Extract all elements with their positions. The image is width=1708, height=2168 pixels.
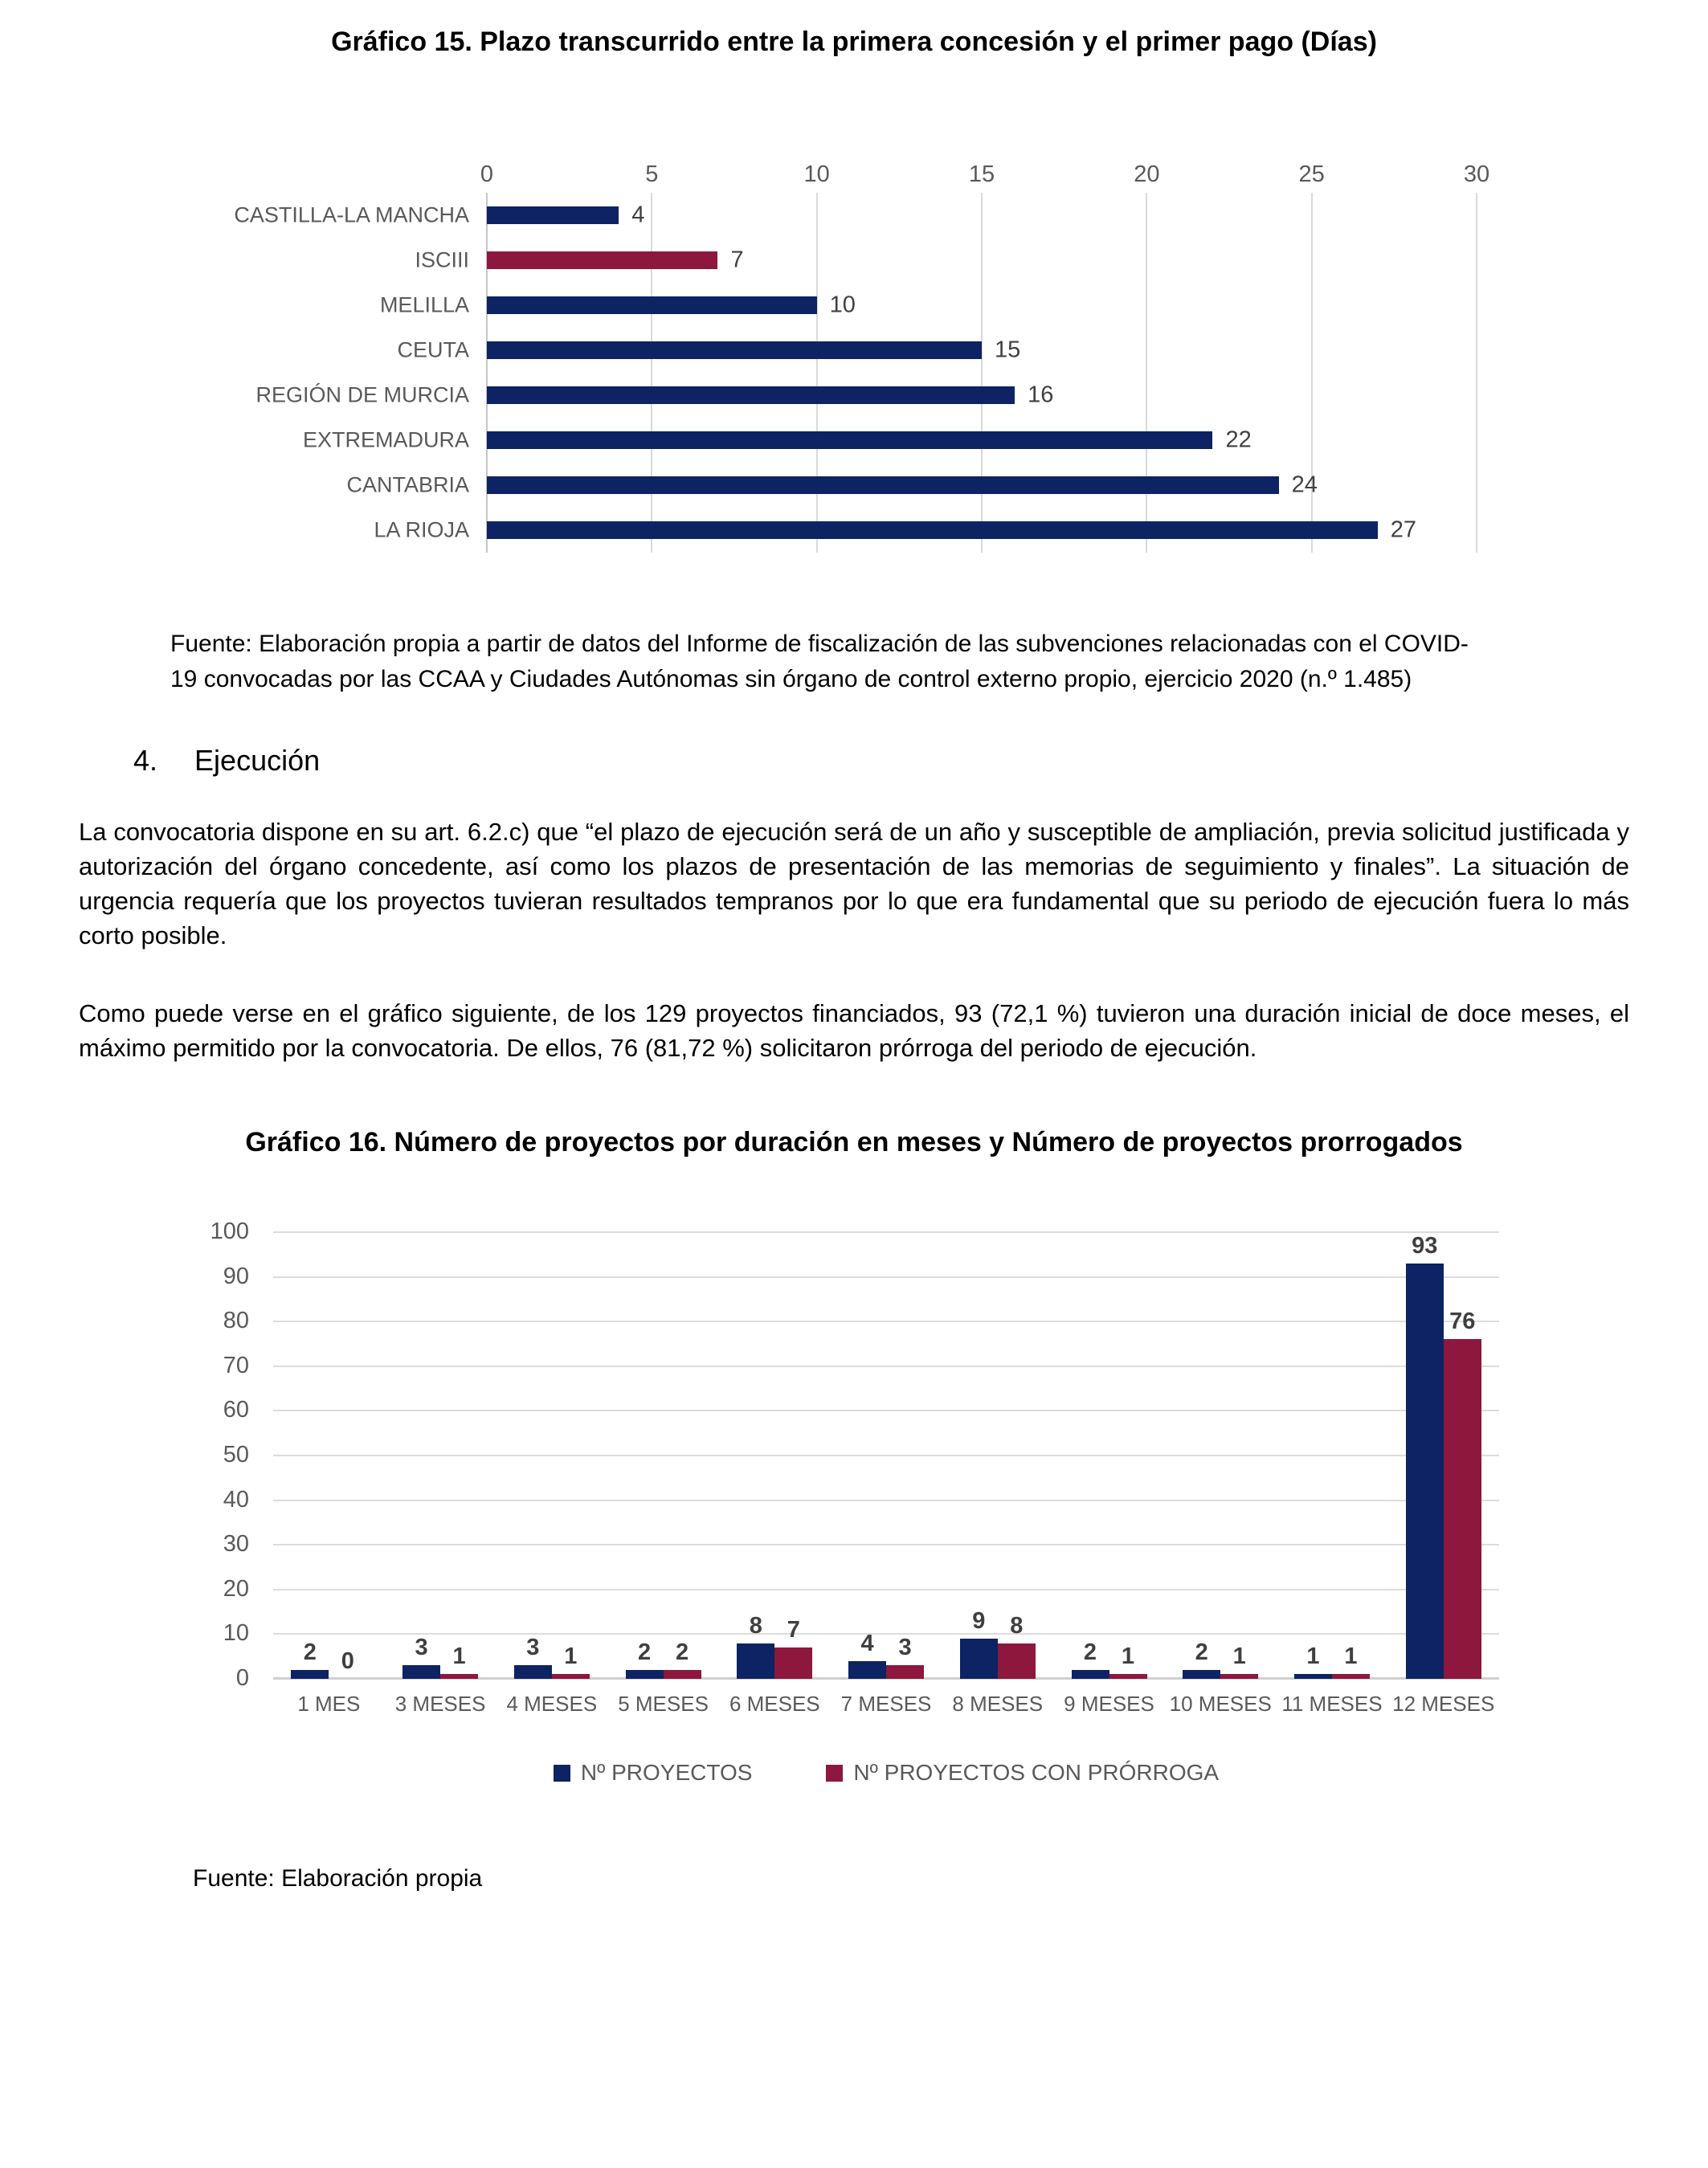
- data-label: 2: [675, 1639, 689, 1665]
- bar-group: [1387, 1232, 1499, 1679]
- bar-unit: [886, 1232, 924, 1679]
- category-label: REGIÓN DE MURCIA: [255, 382, 469, 407]
- bar-unit: [1072, 1232, 1109, 1679]
- legend-swatch-proyectos: [554, 1765, 570, 1782]
- bar-unit: [1183, 1232, 1220, 1679]
- bar: [737, 1643, 774, 1679]
- category-label: CANTABRIA: [346, 472, 469, 497]
- bar: [626, 1670, 664, 1679]
- legend-swatch-prorroga: [826, 1765, 843, 1782]
- data-label: 2: [303, 1639, 317, 1665]
- bar: [1406, 1264, 1444, 1679]
- bar-unit: [1444, 1232, 1481, 1679]
- bar-group: [1165, 1232, 1277, 1679]
- data-label: 8: [1010, 1612, 1024, 1639]
- category-label: 12 MESES: [1392, 1692, 1495, 1716]
- category-label: 8 MESES: [952, 1692, 1044, 1716]
- data-label: 2: [637, 1639, 652, 1665]
- bar: [848, 1661, 886, 1679]
- bar-group: [496, 1232, 607, 1679]
- bar-unit: [329, 1232, 366, 1679]
- data-label: 93: [1412, 1232, 1438, 1259]
- data-label: 1: [1121, 1643, 1135, 1670]
- data-label: 9: [972, 1607, 986, 1634]
- bar: [1332, 1674, 1370, 1679]
- section-number: 4.: [133, 744, 158, 777]
- paragraph-2: Como puede verse en el gráfico siguiente, de los 129 proyectos financiados, 93 (72,1 %) tuvieron una duración inicial de doce meses, el máximo permitido por la convocatoria. De ellos, 76 (81,72 %) solicitaron prórroga del periodo de ejecución.: [79, 999, 1629, 1062]
- bar-row: [302, 418, 1477, 463]
- bar-unit: [291, 1232, 329, 1679]
- legend-item-proyectos: [554, 1760, 753, 1786]
- data-label: 1: [452, 1643, 466, 1670]
- bar-unit: [1220, 1232, 1258, 1679]
- chart16-title: Gráfico 16. Número de proyectos por duración en meses y Número de proyectos prorrogados: [245, 1127, 1463, 1157]
- category-label: 6 MESES: [729, 1692, 820, 1716]
- data-label: 1: [564, 1643, 578, 1670]
- bar-group: [942, 1232, 1053, 1679]
- category-label: CEUTA: [397, 337, 469, 362]
- bar-unit: [1406, 1232, 1444, 1679]
- chart16-x-axis: [273, 1692, 1499, 1717]
- category-label: ISCIII: [415, 247, 469, 272]
- bar-group: [385, 1232, 496, 1679]
- bar-group: [273, 1232, 385, 1679]
- x-axis-tick-label: 15: [968, 161, 995, 187]
- bar: [1072, 1670, 1109, 1679]
- x-axis-tick-label: 0: [480, 161, 494, 187]
- data-label: 4: [631, 202, 645, 228]
- bar-unit: [664, 1232, 701, 1679]
- bar-unit: [1109, 1232, 1147, 1679]
- category-label: 1 MES: [297, 1692, 361, 1716]
- bar-unit: [626, 1232, 664, 1679]
- bar: [291, 1670, 329, 1679]
- chart15-x-axis: [480, 148, 1490, 193]
- bar-group: [607, 1232, 719, 1679]
- bar: [440, 1674, 478, 1679]
- bar-unit: [514, 1232, 552, 1679]
- bar-unit: [848, 1232, 886, 1679]
- data-label: 3: [526, 1635, 540, 1661]
- bar: [487, 476, 1279, 494]
- section-title: Ejecución: [194, 744, 321, 777]
- data-label: 1: [1232, 1643, 1246, 1670]
- chart16: [210, 1219, 1499, 1786]
- chart15-plot-area: [234, 193, 1477, 553]
- data-label: 2: [1083, 1639, 1097, 1665]
- bar-group: [719, 1232, 831, 1679]
- legend-label-proyectos: Nº PROYECTOS: [580, 1760, 753, 1785]
- bar-group: [1277, 1232, 1388, 1679]
- bar-row: [255, 373, 1477, 418]
- x-axis-tick-label: 30: [1463, 161, 1490, 187]
- bar: [487, 296, 817, 314]
- data-label: 7: [730, 247, 744, 273]
- category-label: 3 MESES: [394, 1692, 486, 1716]
- data-label: 76: [1449, 1309, 1476, 1335]
- category-label: 4 MESES: [506, 1692, 598, 1716]
- bar: [514, 1665, 552, 1679]
- bar: [998, 1643, 1036, 1679]
- bar: [1183, 1670, 1220, 1679]
- bar-unit: [1294, 1232, 1332, 1679]
- x-axis-tick-label: 10: [803, 161, 830, 187]
- x-axis-tick-label: 25: [1298, 161, 1325, 187]
- bar: [1220, 1674, 1258, 1679]
- category-label: 9 MESES: [1064, 1692, 1154, 1716]
- bar: [774, 1647, 812, 1679]
- bar: [487, 521, 1378, 539]
- y-axis-tick-label: 80: [223, 1308, 249, 1334]
- bar-row: [415, 238, 1477, 283]
- y-axis-tick-label: 100: [210, 1219, 249, 1244]
- category-label: 11 MESES: [1281, 1692, 1383, 1716]
- bar: [960, 1639, 998, 1679]
- bar: [552, 1674, 590, 1679]
- y-axis-tick-label: 0: [235, 1665, 249, 1691]
- data-label: 2: [1195, 1639, 1208, 1665]
- x-axis-tick-label: 5: [645, 161, 659, 187]
- data-label: 22: [1225, 427, 1252, 453]
- chart16-source-note: Fuente: Elaboración propia: [193, 1865, 483, 1892]
- section-heading-ejecucion: [133, 742, 1708, 779]
- bar: [487, 206, 619, 224]
- bar: [487, 341, 982, 359]
- data-label: 3: [415, 1635, 428, 1661]
- bar-row: [234, 193, 1477, 238]
- bar-unit: [552, 1232, 590, 1679]
- chart15-title: Gráfico 15. Plazo transcurrido entre la primera concesión y el primer pago (Días): [331, 27, 1377, 57]
- bar-unit: [737, 1232, 774, 1679]
- bar-group: [831, 1232, 942, 1679]
- y-axis-tick-label: 20: [223, 1575, 249, 1602]
- bar: [402, 1665, 440, 1679]
- category-label: LA RIOJA: [374, 517, 469, 542]
- chart16-legend: [273, 1760, 1499, 1786]
- bar-row: [374, 508, 1477, 553]
- y-axis-tick-label: 90: [223, 1263, 249, 1289]
- bar-row: [346, 463, 1477, 508]
- legend-item-prorroga: [826, 1760, 1219, 1786]
- bar-unit: [774, 1232, 812, 1679]
- paragraph-1: La convocatoria dispone en su art. 6.2.c) que “el plazo de ejecución será de un año y susceptible de ampliación, previa solicitud justificada y autorización del órgano concedente, así como los plazos de presentación de las memorias de seguimiento y finales”. La situación de urgencia requería que los proyectos tuvieran resultados tempranos por lo que era fundamental que su periodo de ejecución fuera lo más corto posible.: [79, 818, 1629, 949]
- bar: [1294, 1674, 1332, 1679]
- y-axis-tick-label: 70: [223, 1352, 249, 1378]
- bar: [1109, 1674, 1147, 1679]
- y-axis-tick-label: 30: [223, 1531, 249, 1558]
- bar: [886, 1665, 924, 1679]
- data-label: 24: [1291, 472, 1318, 498]
- data-label: 27: [1390, 516, 1417, 543]
- chart16-plot-area: [210, 1219, 1499, 1691]
- category-label: MELILLA: [379, 292, 469, 317]
- chart15-source-note: Fuente: Elaboración propia a partir de datos del Informe de fiscalización de las subvenciones relacionadas con el COVID-19 convocadas por las CCAA y Ciudades Autónomas sin órgano de control externo propio, ejercicio 2020 (n.º 1.485): [170, 631, 1469, 692]
- bar: [1444, 1339, 1481, 1679]
- data-label: 0: [341, 1648, 354, 1674]
- bar: [487, 251, 717, 269]
- category-label: 5 MESES: [618, 1692, 709, 1716]
- bar: [487, 431, 1212, 449]
- data-label: 15: [995, 337, 1021, 363]
- data-label: 7: [787, 1617, 800, 1643]
- category-label: 7 MESES: [840, 1692, 932, 1716]
- y-axis-tick-label: 50: [223, 1442, 249, 1468]
- bar-unit: [998, 1232, 1036, 1679]
- x-axis-tick-label: 20: [1134, 161, 1160, 187]
- bar-unit: [1332, 1232, 1370, 1679]
- data-label: 1: [1344, 1643, 1358, 1670]
- data-label: 16: [1028, 382, 1054, 408]
- legend-label-prorroga: Nº PROYECTOS CON PRÓRROGA: [853, 1760, 1220, 1785]
- bar-groups: [273, 1232, 1499, 1679]
- y-axis-tick-label: 40: [223, 1486, 249, 1513]
- bar-group: [1053, 1232, 1165, 1679]
- data-label: 4: [860, 1630, 874, 1656]
- y-axis-tick-label: 60: [223, 1397, 249, 1423]
- bar-row: [397, 328, 1477, 373]
- bar: [487, 386, 1015, 404]
- category-label: 10 MESES: [1169, 1692, 1272, 1716]
- data-label: 3: [898, 1635, 912, 1661]
- data-label: 10: [829, 292, 856, 318]
- data-label: 8: [749, 1612, 762, 1639]
- bar-unit: [402, 1232, 440, 1679]
- bar-unit: [960, 1232, 998, 1679]
- bar-unit: [440, 1232, 478, 1679]
- bar-row: [379, 283, 1477, 328]
- category-label: EXTREMADURA: [302, 427, 469, 452]
- bar: [664, 1670, 701, 1679]
- category-label: CASTILLA-LA MANCHA: [234, 202, 469, 227]
- y-axis-tick-label: 10: [223, 1620, 249, 1647]
- data-label: 1: [1306, 1643, 1320, 1670]
- chart15: [234, 148, 1490, 553]
